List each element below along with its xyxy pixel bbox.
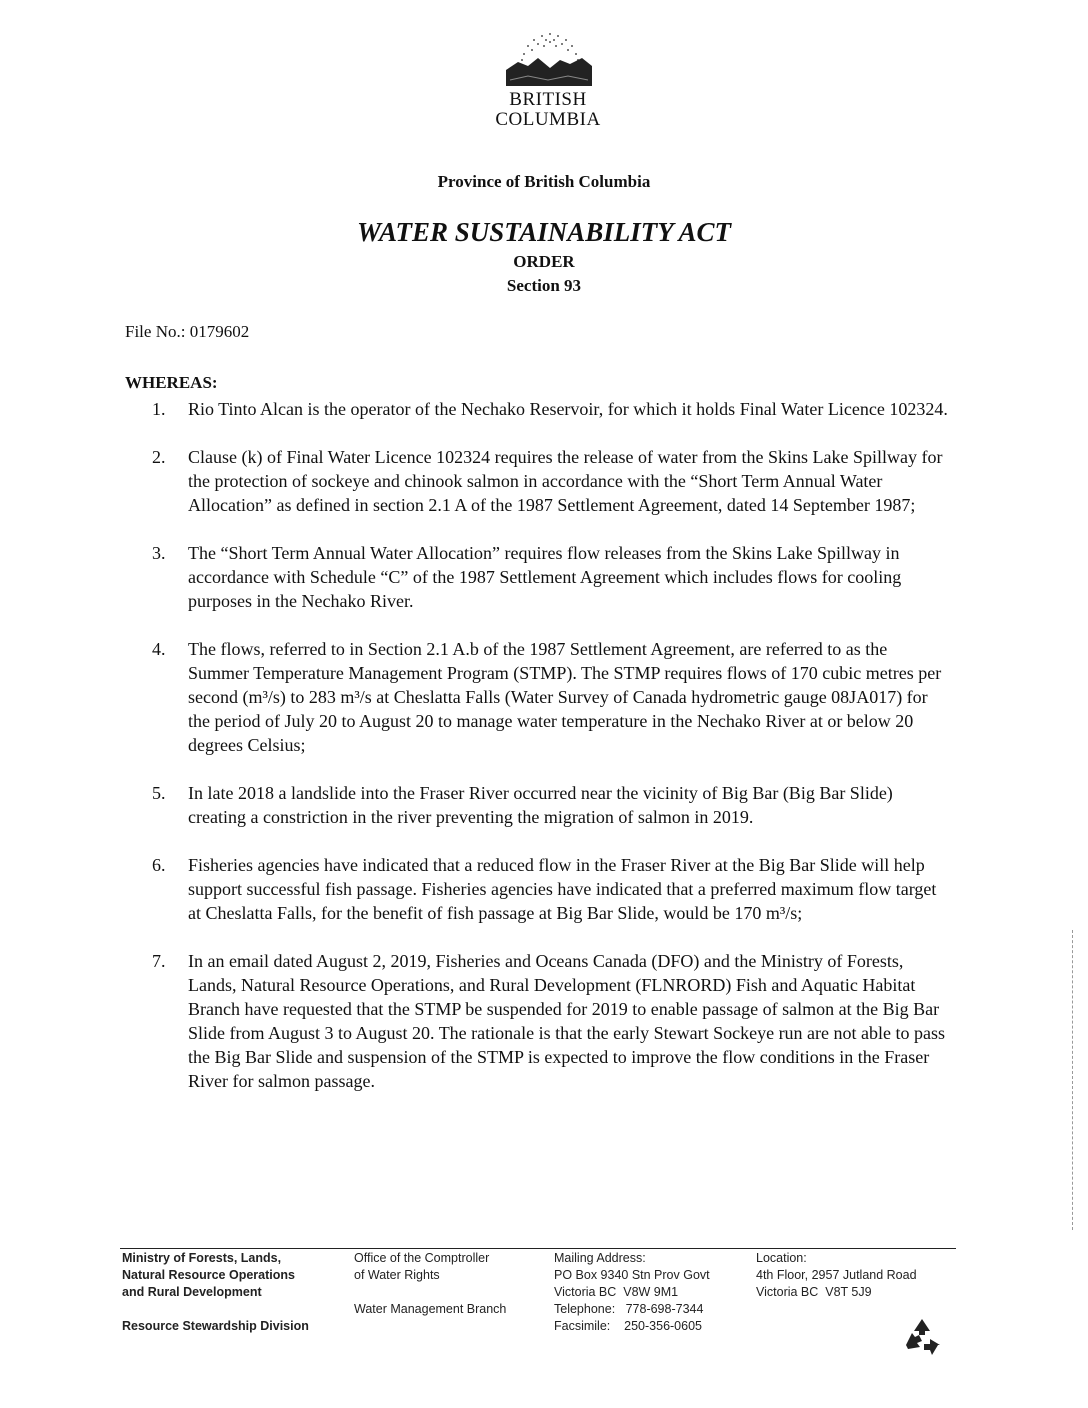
ministry-line: and Rural Development [122,1285,262,1299]
footer-mailing [554,1250,710,1335]
section-heading: Section 93 [506,276,582,295]
scan-edge-divider [1072,930,1073,1230]
branch-name: Water Management Branch [354,1302,507,1316]
item-number: 1. [152,399,166,419]
location-line: Location: [756,1251,807,1265]
bc-government-logo-icon [498,28,598,90]
list-item [152,637,952,757]
item-text: The “Short Term Annual Water Allocation” requires flow releases from the Skins Lake Spillway in accordance with Schedule “C” of the 1987 Settlement Agreement which includes flows for cooling purposes in the Nechako River. [188,543,902,611]
act-title: WATER SUSTAINABILITY ACT [356,217,732,247]
item-text: Fisheries agencies have indicated that a reduced flow in the Fraser River at the Big Bar Slide will help support successful fish passage. Fisheries agencies have indicated that a preferred maximum flow target at Cheslatta Falls, for the benefit of fish passage at Big Bar Slide, would be 170 m³/s; [188,855,937,923]
office-line: of Water Rights [354,1268,440,1282]
footer-ministry [122,1250,309,1335]
telephone: Telephone: 778-698-7344 [554,1302,704,1316]
file-number: File No.: 0179602 [125,322,250,341]
footer-location [756,1250,917,1301]
footer-divider [120,1248,956,1249]
whereas-label: WHEREAS: [125,373,218,392]
item-number: 4. [152,639,166,659]
recycle-icon [900,1315,944,1359]
ministry-line: Natural Resource Operations [122,1268,295,1282]
location-line: Victoria BC V8T 5J9 [756,1285,872,1299]
item-number: 6. [152,855,166,875]
mailing-line: PO Box 9340 Stn Prov Govt [554,1268,710,1282]
logo-line-2: COLUMBIA [495,109,601,130]
bc-logo [488,28,608,130]
list-item [152,445,952,517]
item-number: 7. [152,951,166,971]
mailing-line: Mailing Address: [554,1251,646,1265]
mailing-line: Victoria BC V8W 9M1 [554,1285,679,1299]
division-name: Resource Stewardship Division [122,1319,309,1333]
item-text: The flows, referred to in Section 2.1 A.b of the 1987 Settlement Agreement, are referred to as the Summer Temperature Management Program (STMP). The STMP requires flows of 170 cubic metres per second (m³/s) to 283 m³/s at Cheslatta Falls (Water Survey of Canada hydrometric gauge 08JA017) for the period of July 20 to August 20 to manage water temperature in the Nechako River at or below 20 degrees Celsius; [188,639,942,755]
ministry-line: Ministry of Forests, Lands, [122,1251,282,1265]
list-item [152,781,952,829]
logo-line-1: BRITISH [509,89,587,110]
item-number: 3. [152,543,166,563]
item-text: Clause (k) of Final Water Licence 102324 requires the release of water from the Skins Lake Spillway for the protection of sockeye and chinook salmon in accordance with the “Short Term Annual Water Allocation” as defined in section 2.1 A of the 1987 Settlement Agreement, dated 14 September 1987; [188,447,943,515]
list-item [152,541,952,613]
facsimile: Facsimile: 250-356-0605 [554,1319,702,1333]
order-heading: ORDER [513,252,575,271]
item-text: In an email dated August 2, 2019, Fisheries and Oceans Canada (DFO) and the Ministry of Forests, Lands, Natural Resource Operations, and Rural Development (FLNRORD) Fish and Aquatic Habitat Branch have requested that the STMP be suspended for 2019 to enable passage of salmon at the Big Bar Slide from August 3 to August 20. The rationale is that the early Stewart Sockeye run are not able to pass the Big Bar Slide and suspension of the STMP is expected to improve the flow conditions in the Fraser River for salmon passage. [188,951,946,1091]
list-item [152,397,952,421]
office-line: Office of the Comptroller [354,1251,490,1265]
item-text: Rio Tinto Alcan is the operator of the Nechako Reservoir, for which it holds Final Water Licence 102324. [188,399,948,419]
item-number: 2. [152,447,166,467]
list-item [152,853,952,925]
whereas-list [152,397,952,1117]
item-text: In late 2018 a landslide into the Fraser River occurred near the vicinity of Big Bar (Big Bar Slide) creating a constriction in the river preventing the migration of salmon in 2019. [188,783,893,827]
list-item [152,949,952,1093]
footer-office [354,1250,506,1318]
item-number: 5. [152,783,166,803]
location-line: 4th Floor, 2957 Jutland Road [756,1268,917,1282]
province-heading: Province of British Columbia [437,172,651,191]
